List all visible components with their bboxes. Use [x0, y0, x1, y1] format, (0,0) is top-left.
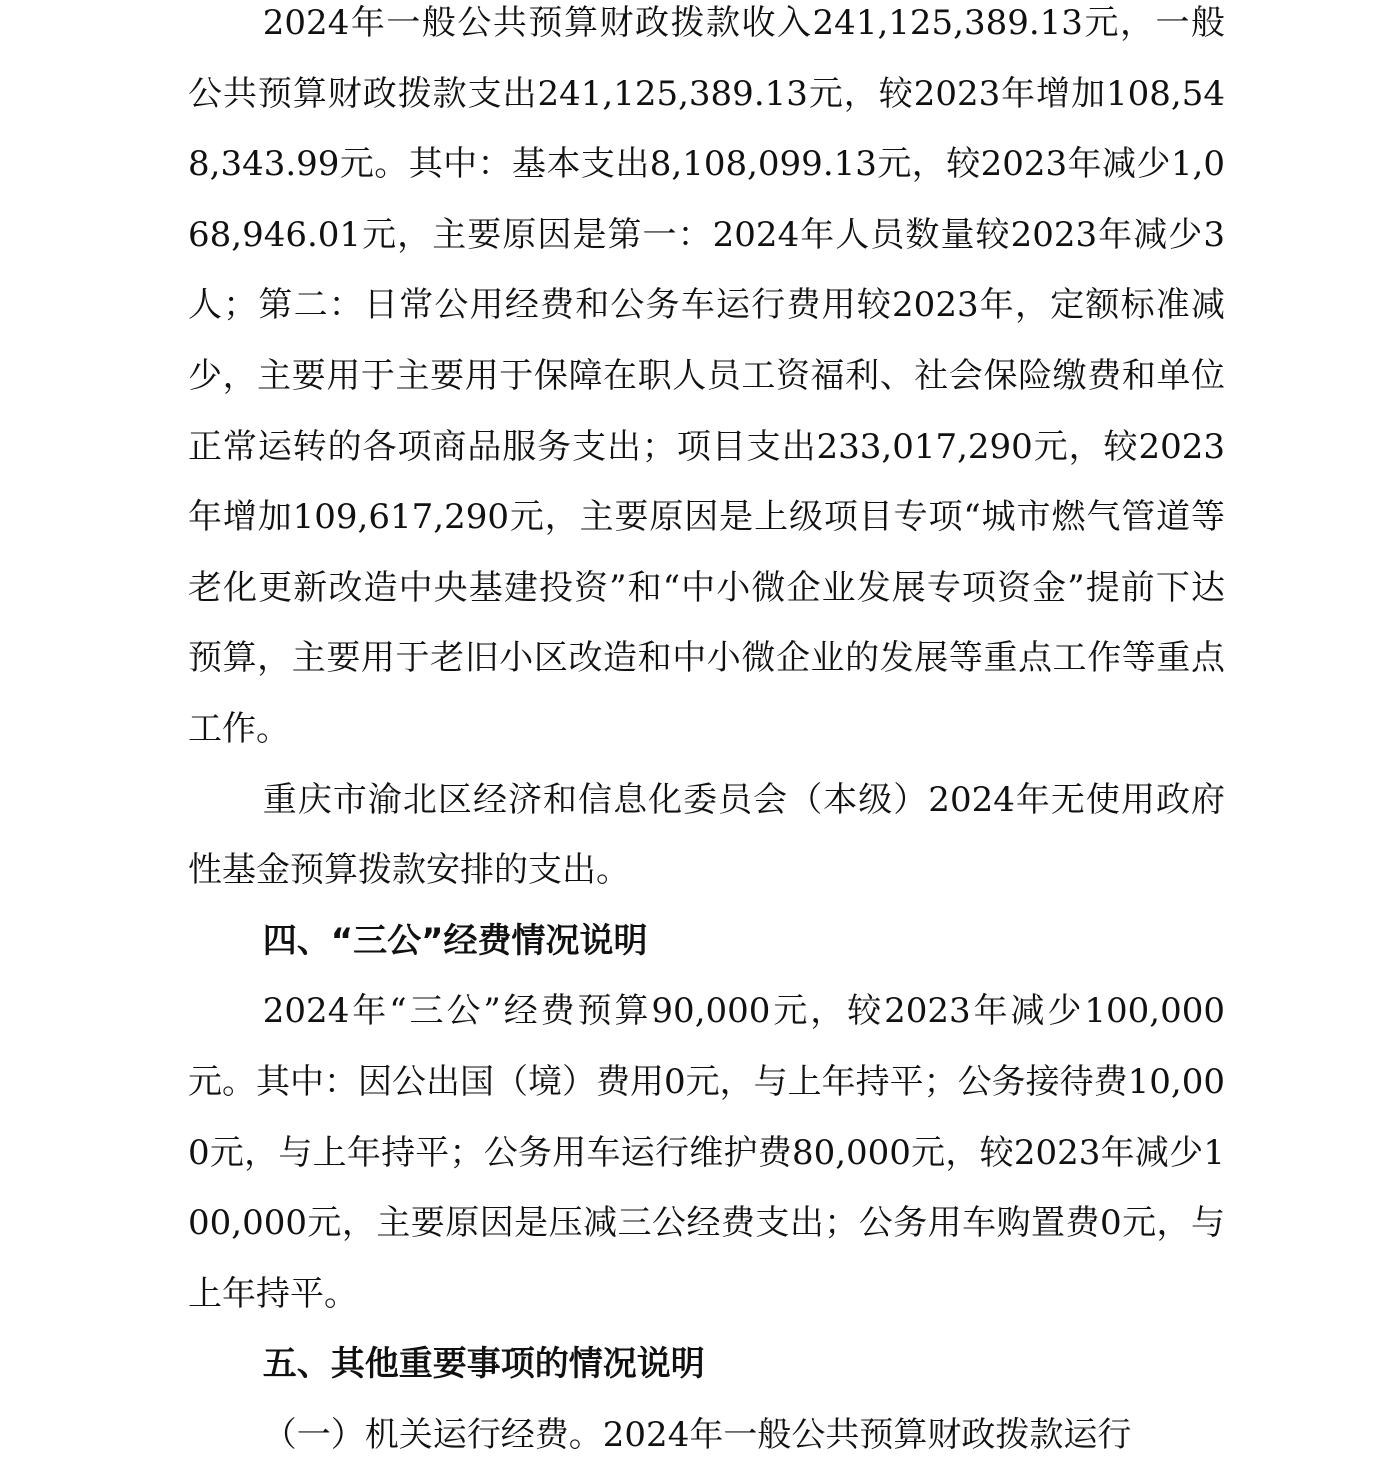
paragraph-budget-appropriation: 2024年一般公共预算财政拨款收入241,125,389.13元，一般公共预算财政拨款支出241,125,389.13元，较2023年增加108,548,343.99元。其中：基本支出8,108,099.13元，较2023年减少1,068,946.01元，主要原因是第一：2024年人员数量较2023年减少3人；第二：日常公用经费和公务车运行费用较2023年，定额标准减少，主要用于主要用于保障在职人员工资福利、社会保险缴费和单位正常运转的各项商品服务支出；项目支出233,017,290元，较2023年增加109,617,290元，主要原因是上级项目专项“城市燃气管道等老化更新改造中央基建投资”和“中小微企业发展专项资金”提前下达预算，主要用于老旧小区改造和中小微企业的发展等重点工作等重点工作。 — [188, 3, 1225, 749]
document-page — [188, 0, 1225, 1470]
paragraph-government-fund: 重庆市渝北区经济和信息化委员会（本级）2024年无使用政府性基金预算拨款安排的支出。 — [188, 779, 1225, 891]
section-heading-other-matters: 五、其他重要事项的情况说明 — [262, 1344, 705, 1385]
section-heading-three-public: 四、“三公”经费情况说明 — [262, 920, 648, 961]
paragraph-three-public-expenses: 2024年“三公”经费预算90,000元，较2023年减少100,000元。其中：因公出国（境）费用0元，与上年持平；公务接待费10,000元，与上年持平；公务用车运行维护费80,000元，较2023年减少100,000元，主要原因是压减三公经费支出；公务用车购置费0元，与上年持平。 — [188, 991, 1225, 1314]
paragraph-operating-expenses: （一）机关运行经费。2024年一般公共预算财政拨款运行 — [262, 1414, 1132, 1455]
